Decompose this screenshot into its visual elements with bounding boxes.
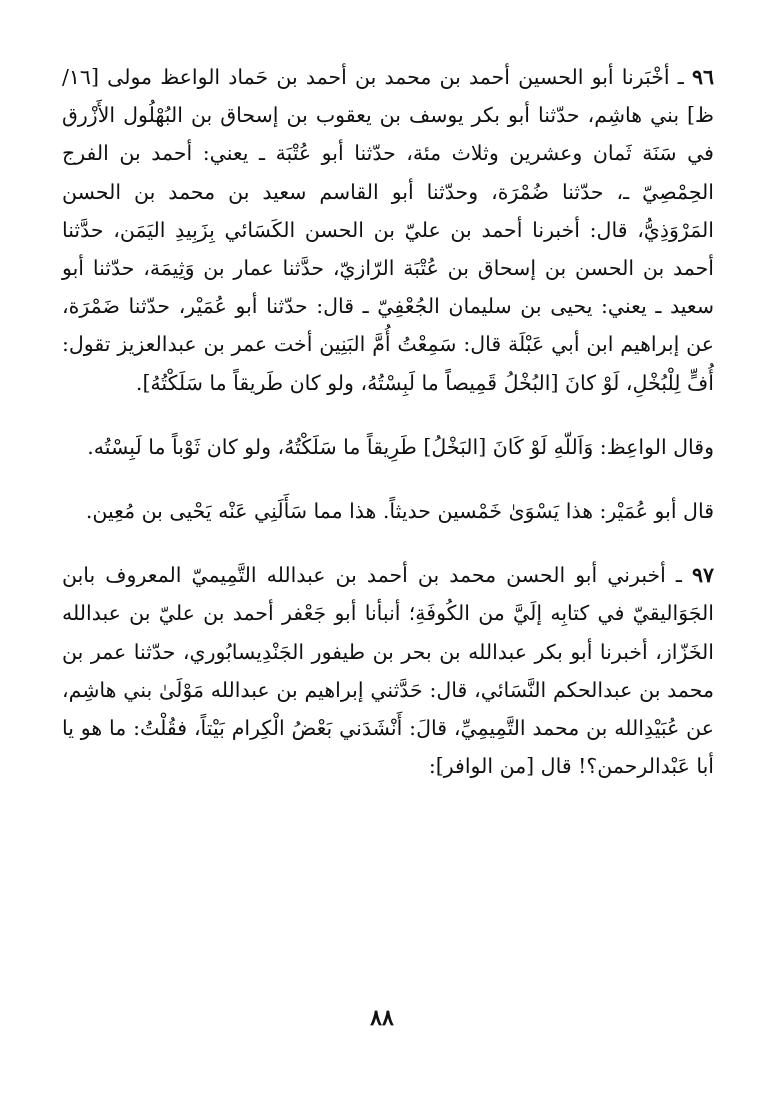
hadith-number: ٩٧ xyxy=(691,563,714,588)
abu-umair-saying-paragraph: قال أبو عُمَيْر: هذا يَسْوَىٰ خَمْسين حديثاً. هذا مما سَأَلَنِي عَنْه يَحْيى بن مُعِين. xyxy=(85,499,714,524)
hadith-text: ـ أخْبَرنا أبو الحسين أحمد بن محمد بن أحمد بن حَماد الواعظ مولى [١٦/ظ] بني هاشِم، حدّثنا أبو بكر يوسف بن يعقوب بن إسحاق بن البُهْلُول الأَزْرق في سَنَة ثَمان وعشرين وثلاث مئة، حدّثنا أبو عُتْبَة ـ يعني: أحمد بن الفرج الحِمْصِيّ ـ، حدّثنا ضُمْرَة، وحدّثنا أبو القاسم سعيد بن محمد بن الحسن المَرْوَذِيُّ، قال: أخبرنا أحمد بن عليّ بن الحسن الكَسَائي بِزَبِيدِ اليَمَن، حدَّثنا أحمد بن الحسن بن إسحاق بن عُتْبَة الرّازيّ، حدَّثنا عمار بن وَثِيمَة، حدّثنا أبو سعيد ـ يعني: يحيى بن سليمان الجُعْفِيّ ـ قال: حدّثنا أبو عُمَيْر، حدّثنا ضَمْرَة، عن إبراهيم ابن أبي عَبْلَة قال: سَمِعْتُ أُمَّ البَنِين أخت عمر بن عبدالعزيز تقول: أُفٍّ لِلْبُخْلِ، لَوْ كانَ [البُخْلُ قَمِيصاً ما لَبِسْتُهُ، ولو كان طَريقاً ما سَلَكْتُهُ]. xyxy=(62,65,714,395)
hadith-number: ٩٦ xyxy=(691,65,714,89)
waiz-saying-paragraph: وقال الواعِظ: وَاَللّهِ لَوْ كَانَ [البَخْلُ] طَرِيقاً ما سَلَكْتُهُ، ولو كان ثَوْباً ما لَبِسْتُه. xyxy=(87,434,714,459)
page-body xyxy=(62,58,714,803)
hadith-96-paragraph xyxy=(62,58,714,402)
page-number: ٨٨ xyxy=(370,1005,394,1031)
hadith-97-paragraph xyxy=(62,556,714,785)
hadith-text: ـ أخبرني أبو الحسن محمد بن أحمد بن عبدالله التَّمِيميّ المعروف بابن الجَوَاليقيّ في كتابِه إلَيَّ من الكُوفَةِ؛ أنبأنا أبو جَعْفر أحمد بن عليّ بن عبدالله الخَزّاز، أخبرنا أبو بكر عبدالله بن بحر بن طيفور الجَنْدِيسابُوري، حدّثنا عمر بن محمد بن عبدالحكم النَّسَائي، قال: حَدَّثني إبراهيم بن عبدالله مَوْلَىٰ بني هاشِم، عن عُبَيْدِالله بن محمد التَّمِيمِيِّ، قالَ: أَنْشَدَني بَعْضُ الْكِرام بَيْتاً، فقُلْتُ: ما هو يا أبا عَبْدالرحمن؟! قال [من الوافر]: xyxy=(62,563,714,779)
